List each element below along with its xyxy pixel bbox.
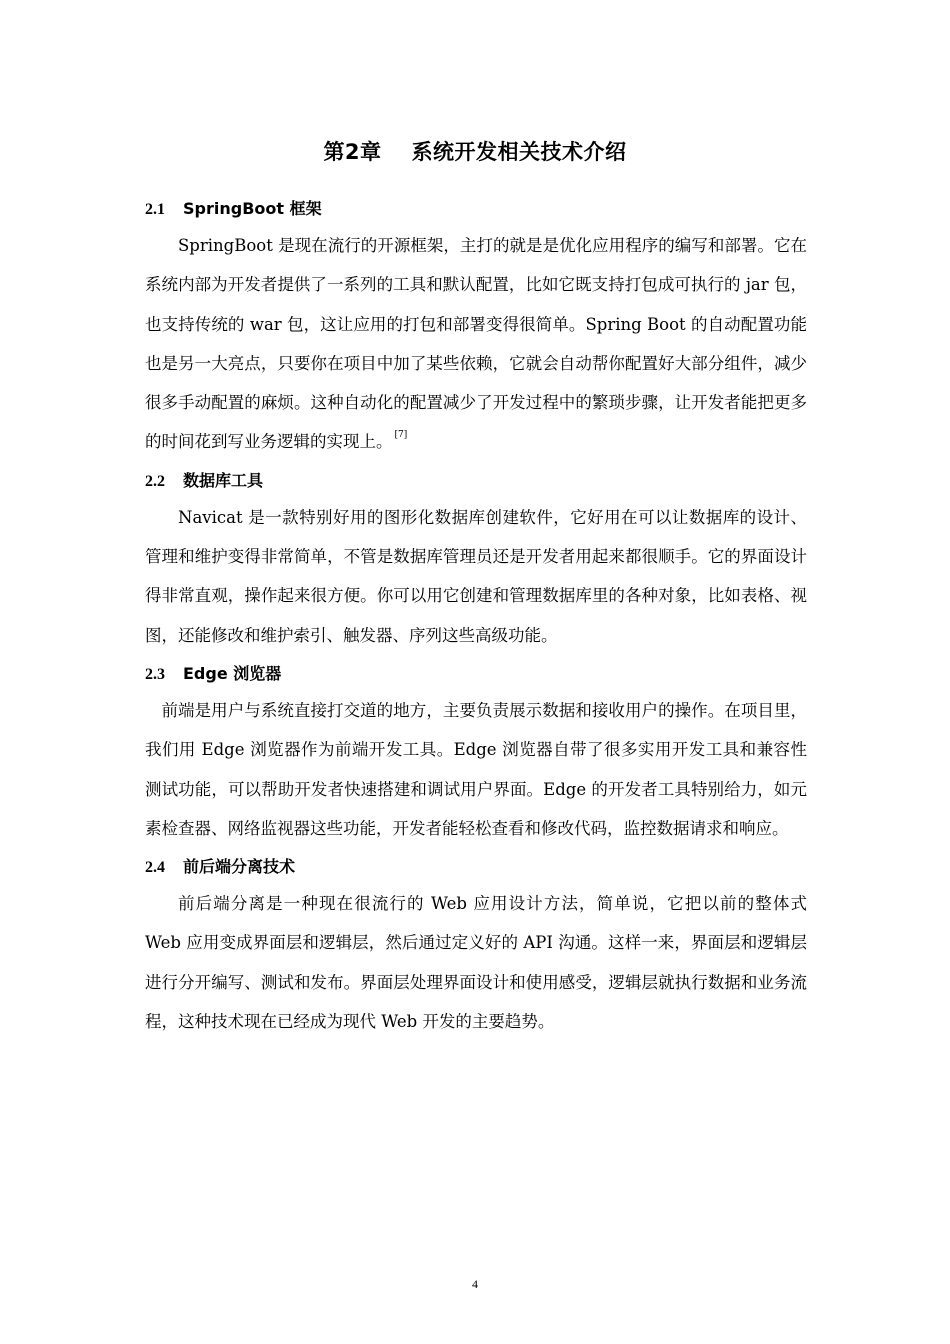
page-number: 4 [472, 1277, 478, 1291]
section-number: 2.1 [145, 201, 165, 218]
paragraph-text: Navicat 是一款特别好用的图形化数据库创建软件，它好用在可以让数据库的设计、管理和维护变得非常简单，不管是数据库管理员还是开发者用起来都很顺手。它的界面设计得非常直观，操作起来很方便。你可以用它创建和管理数据库里的各种对象，比如表格、视图，还能修改和维护索引、触发器、序列这些高级功能。 [145, 507, 807, 645]
section-title: 前后端分离技术 [183, 857, 296, 877]
chapter-title-text: 系统开发相关技术介绍 [411, 140, 627, 164]
paragraph-text: 前端是用户与系统直接打交道的地方，主要负责展示数据和接收用户的操作。在项目里，我们用 Edge 浏览器作为前端开发工具。Edge 浏览器自带了很多实用开发工具和兼容性测试功能，可以帮助开发者快速搭建和调试用户界面。Edge 的开发者工具特别给力，如元素检查器、网络监视器这些功能，开发者能轻松查看和修改代码，监控数据请求和响应。 [145, 700, 807, 838]
section-paragraph [145, 691, 807, 848]
section-number: 2.4 [145, 859, 165, 877]
page-content [145, 190, 807, 1043]
chapter-number: 第2章 [323, 140, 382, 164]
section-heading-2-3 [145, 657, 807, 691]
section-heading-2-1 [145, 192, 807, 226]
section-number: 2.3 [145, 665, 165, 683]
section-title: Edge 浏览器 [183, 663, 282, 683]
chapter-title [0, 136, 950, 166]
section-heading-2-4 [145, 850, 807, 884]
paragraph-text: 前后端分离是一种现在很流行的 Web 应用设计方法，简单说，它把以前的整体式 Web 应用变成界面层和逻辑层，然后通过定义好的 API 沟通。这样一来，界面层和逻辑层进行分开编写、测试和发布。界面层处理界面设计和使用感受，逻辑层就执行数据和业务流程，这种技术现在已经成为现代 Web 开发的主要趋势。 [145, 894, 807, 1032]
section-paragraph [145, 498, 807, 655]
section-paragraph [145, 226, 807, 462]
citation-ref[interactable]: [7] [394, 430, 408, 441]
section-paragraph [145, 884, 807, 1041]
section-heading-2-2 [145, 464, 807, 498]
section-number: 2.2 [145, 472, 165, 490]
paragraph-text: SpringBoot 是现在流行的开源框架，主打的就是是优化应用程序的编写和部署。它在系统内部为开发者提供了一系列的工具和默认配置，比如它既支持打包成可执行的 jar 包，也支持传统的 war 包，这让应用的打包和部署变得很简单。Spring Boot 的自动配置功能也是另一大亮点，只要你在项目中加了某些依赖，它就会自动帮你配置好大部分组件，减少很多手动配置的麻烦。这种自动化的配置减少了开发过程中的繁琐步骤，让开发者能把更多的时间花到写业务逻辑的实现上。 [145, 236, 807, 452]
section-title: 数据库工具 [183, 470, 264, 490]
section-title: SpringBoot 框架 [183, 199, 322, 218]
